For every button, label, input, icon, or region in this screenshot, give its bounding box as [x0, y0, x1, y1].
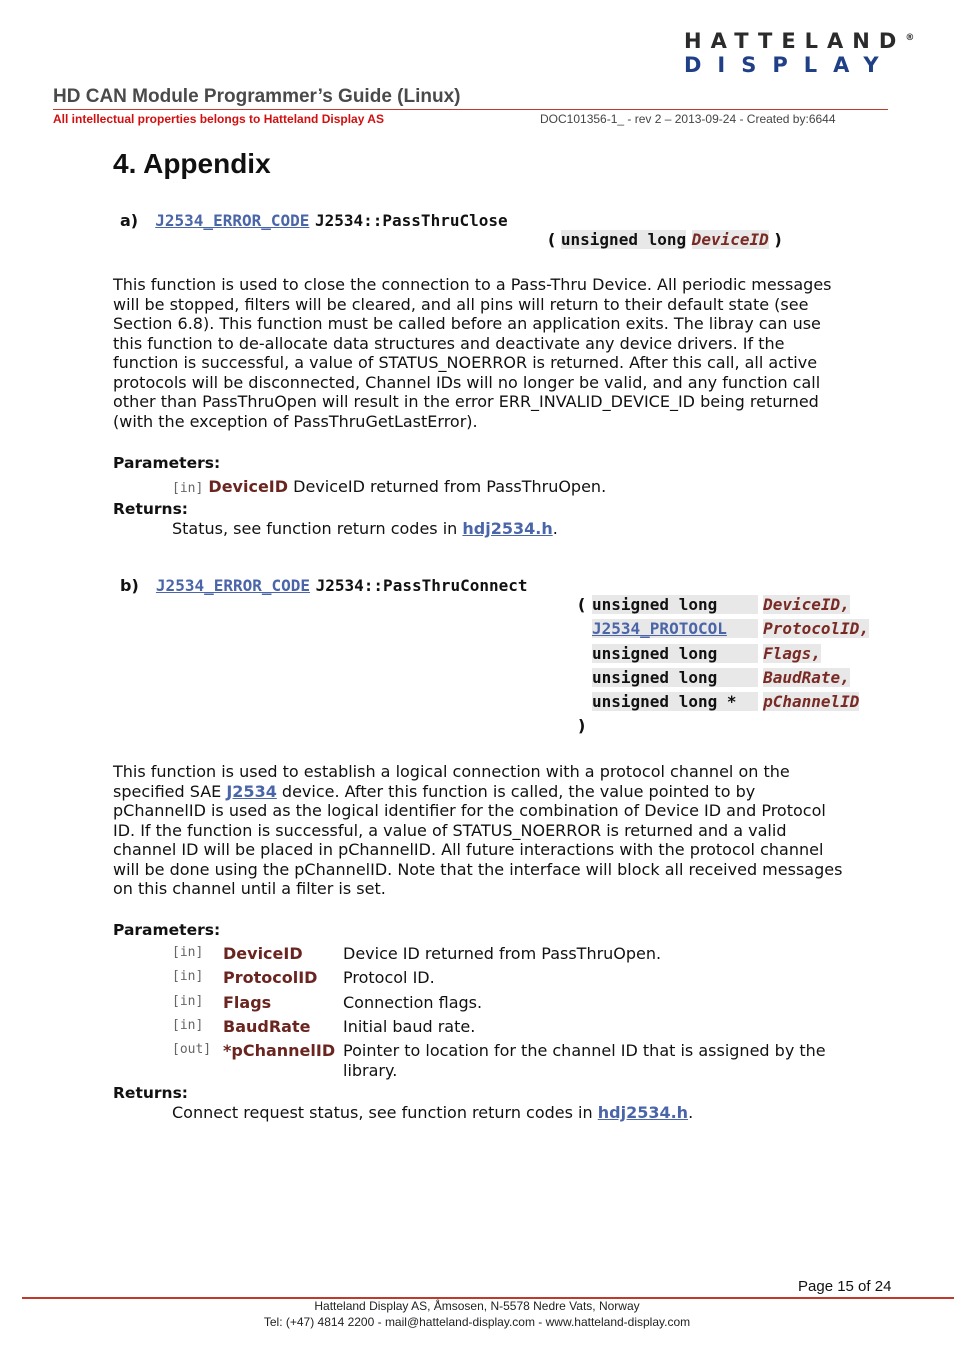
header-divider [53, 109, 888, 110]
ip-notice: All intellectual properties belongs to Hatteland Display AS [53, 112, 384, 126]
param-direction: [in] [172, 481, 204, 496]
function-a-args [548, 230, 782, 249]
parameter-row [172, 477, 606, 497]
arg-type: unsigned long [592, 668, 758, 687]
section-title: 4. Appendix [113, 148, 271, 179]
description-part1: This function is used to establish a logical connection with a protocol channel on the specified SAE [113, 762, 790, 801]
param-direction: [in] [172, 993, 204, 1009]
param-name: BaudRate [223, 1016, 311, 1036]
arg-name: Flags, [763, 643, 821, 663]
param-name: Flags [223, 992, 272, 1012]
close-paren: ) [774, 230, 782, 249]
returns-suffix: . [552, 519, 558, 538]
return-type-link[interactable]: J2534_ERROR_CODE [155, 211, 310, 230]
open-paren: ( [548, 230, 556, 249]
returns-heading: Returns: [113, 500, 188, 518]
param-direction: [in] [172, 969, 204, 985]
returns-text [172, 519, 558, 539]
parameter-list [172, 944, 852, 1080]
parameter-row [172, 1041, 852, 1080]
page-number: Page 15 of 24 [798, 1278, 892, 1295]
param-name: DeviceID [223, 944, 303, 963]
arg-type: unsigned long * [592, 692, 758, 711]
protocol-type-link[interactable]: J2534_PROTOCOL [592, 619, 758, 638]
param-name: DeviceID [208, 477, 289, 496]
function-a-label: a) [120, 211, 139, 230]
param-direction: [in] [172, 1017, 204, 1033]
param-description: Pointer to location for the channel ID that is assigned by the library. [343, 1041, 826, 1080]
arg-name: DeviceID [691, 230, 769, 249]
param-description: Connection flags. [343, 992, 483, 1012]
param-direction: [in] [172, 945, 204, 960]
parameters-heading: Parameters: [113, 454, 221, 472]
arg-name: BaudRate, [763, 667, 850, 687]
company-logo [684, 29, 914, 53]
param-name: *pChannelID [223, 1041, 336, 1061]
arg-name: ProtocolID, [763, 619, 870, 639]
logo-word-display: DISPLAY [684, 53, 895, 77]
parameter-row [172, 993, 852, 1017]
arg-row [592, 644, 869, 668]
returns-heading: Returns: [113, 1084, 188, 1102]
parameters-heading: Parameters: [113, 921, 221, 939]
function-b-description [113, 762, 853, 899]
parameter-row [172, 968, 852, 992]
param-description: Initial baud rate. [343, 1016, 476, 1036]
returns-prefix: Connect request status, see function return codes in [172, 1103, 598, 1122]
parameter-row [172, 1017, 852, 1041]
arg-row [592, 595, 869, 619]
arg-type: unsigned long [592, 595, 758, 614]
arg-row [592, 619, 869, 643]
function-a-description: This function is used to close the connection to a Pass-Thru Device. All periodic messages will be stopped, filters will be cleared, and all pins will return to their default state (see Section 6.8). This function must be called before an application exits. The libray can use this function to de-allocate data structures and deactivate any device drivers. If the function is successful, a value of STATUS_NOERROR is returned. After this call, all active protocols will be disconnected, Channel IDs will no longer be valid, and any function call other than PassThruOpen will result in the error ERR_INVALID_DEVICE_ID being returned (with the exception of PassThruGetLastError). [113, 275, 832, 431]
return-type-link[interactable]: J2534_ERROR_CODE [155, 576, 311, 595]
function-b-signature [120, 576, 528, 595]
open-paren: ( [578, 595, 586, 614]
param-name: ProtocolID [223, 968, 318, 988]
arg-row [592, 668, 869, 692]
header-file-link[interactable]: hdj2534.h [462, 519, 553, 538]
param-direction: [out] [172, 1042, 212, 1058]
function-a-name: J2534::PassThruClose [314, 211, 508, 230]
returns-prefix: Status, see function return codes in [172, 519, 463, 538]
arg-name: pChannelID [763, 692, 860, 712]
parameter-row [172, 944, 852, 968]
function-a-signature [120, 211, 508, 230]
function-b-label: b) [120, 576, 139, 595]
registered-mark: ® [905, 33, 915, 43]
description-part2: device. After this function is called, the value pointed to by pChannelID is used as the logical identifier for the combination of Device ID and Protocol ID. If the function is successful, a value of STATUS_NOERROR is returned and a valid channel ID will be placed in pChannelID. All future interactions with the protocol channel will be done using the pChannelID. Note that the interface will block all received messages on this channel until a filter is set. [113, 781, 843, 898]
arg-name: DeviceID, [763, 595, 850, 614]
arg-row [592, 692, 869, 716]
footer-address: Hatteland Display AS, Åmsosen, N-5578 Nedre Vats, Norway [314, 1299, 640, 1313]
logo-word-hatteland: HATTELAND [684, 29, 906, 53]
param-description: Protocol ID. [343, 968, 435, 988]
header-file-link[interactable]: hdj2534.h [597, 1103, 689, 1122]
close-paren: ) [578, 716, 586, 735]
function-b-args [592, 595, 869, 716]
arg-type: unsigned long [592, 644, 758, 663]
returns-text [172, 1103, 693, 1123]
j2534-link[interactable]: J2534 [226, 781, 277, 801]
returns-suffix: . [688, 1103, 694, 1122]
document-title: HD CAN Module Programmer’s Guide (Linux) [53, 86, 461, 107]
param-description: DeviceID returned from PassThruOpen. [293, 477, 607, 496]
footer-contact: Tel: (+47) 4814 2200 - mail@hatteland-display.com - www.hatteland-display.com [263, 1315, 691, 1329]
arg-type: unsigned long [560, 230, 687, 249]
document-reference: DOC101356-1_ - rev 2 – 2013-09-24 - Created by:6644 [540, 112, 836, 126]
param-description: Device ID returned from PassThruOpen. [343, 944, 662, 963]
function-b-name: J2534::PassThruConnect [315, 576, 528, 595]
